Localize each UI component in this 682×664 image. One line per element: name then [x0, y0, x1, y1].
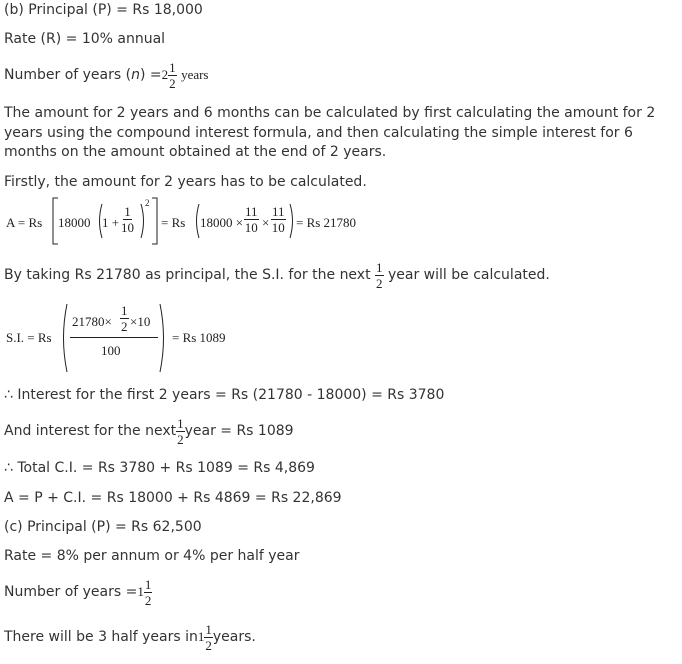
eq1-principal-2: 18000 × — [200, 215, 244, 230]
half-years-post: years. — [212, 629, 256, 645]
eq1-a-den: 10 — [244, 220, 258, 235]
interest-half-num: 1 — [177, 415, 184, 431]
years-b-whole: 2 — [161, 67, 169, 82]
years-c-num: 1 — [144, 576, 152, 592]
eq1-fraction-b — [271, 205, 286, 234]
years-c-den: 2 — [144, 592, 152, 608]
years-b — [4, 58, 209, 92]
eq1-b-den: 10 — [271, 220, 285, 235]
si-intro-den: 2 — [376, 275, 383, 291]
eq1-fnum: 1 — [124, 204, 131, 219]
years-b-fraction — [168, 61, 177, 90]
half-years-fraction — [204, 623, 213, 652]
eq1-lhs: A = Rs — [6, 215, 43, 230]
years-b-pre: Number of years ( — [4, 67, 132, 83]
years-c-fraction — [144, 578, 153, 607]
interest-half-den: 2 — [177, 431, 184, 447]
eq1-eq-rs: = Rs — [161, 215, 186, 230]
half-years-whole: 1 — [197, 629, 205, 644]
half-years — [4, 620, 256, 654]
years-b-den: 2 — [169, 75, 176, 91]
si-intro-pre: By taking Rs 21780 as principal, the S.I. for the next — [4, 267, 371, 283]
eq1-fraction-a — [244, 205, 259, 234]
si-intro-fraction — [375, 261, 384, 290]
years-b-num: 1 — [169, 59, 176, 75]
interest-first-2-years: ∴ Interest for the first 2 years = Rs (21780 - 18000) = Rs 3780 — [4, 387, 445, 403]
interest-half-post: year = Rs 1089 — [184, 423, 294, 439]
eq1-b-num: 11 — [272, 204, 285, 219]
eq1-principal: 18000 — [58, 215, 91, 230]
eq2-fden: 2 — [121, 319, 128, 334]
si-intro — [4, 258, 550, 292]
half-years-num: 1 — [205, 621, 212, 637]
explanation-paragraph: The amount for 2 years and 6 months can be calculated by first calculating the amount for 2 years using the compound interest formula, and then calculating the simple interest for 6 months on the amount obtained at the end of 2 years. — [4, 105, 656, 160]
eq1-fraction — [121, 205, 134, 234]
half-years-pre: There will be 3 half years in — [4, 629, 198, 645]
eq2-result: = Rs 1089 — [172, 330, 226, 345]
eq2-fnum: 1 — [121, 303, 128, 318]
amount-total: A = P + C.I. = Rs 18000 + Rs 4869 = Rs 22,869 — [4, 490, 342, 506]
eq2-fraction-bar — [70, 337, 158, 338]
eq2-den: 100 — [101, 343, 121, 358]
si-equation — [4, 302, 264, 374]
interest-half-year — [4, 414, 294, 448]
amount-equation — [4, 196, 384, 248]
eq2-fraction — [120, 304, 129, 333]
eq1-result: = Rs 21780 — [296, 215, 357, 230]
eq1-right-paren-2 — [289, 204, 295, 238]
years-b-n: n — [131, 67, 140, 83]
first-step: Firstly, the amount for 2 years has to be calculated. — [4, 174, 367, 190]
eq2-right-paren — [159, 304, 167, 372]
interest-half-pre: And interest for the next — [4, 423, 177, 439]
eq1-one-plus: 1 + — [102, 215, 120, 230]
eq1-fden: 10 — [121, 220, 134, 235]
eq1-times: × — [262, 215, 270, 230]
principal-b: (b) Principal (P) = Rs 18,000 — [4, 2, 203, 18]
eq2-lhs: S.I. = Rs — [6, 330, 52, 345]
eq1-right-bracket — [151, 198, 159, 244]
rate-c: Rate = 8% per annum or 4% per half year — [4, 548, 300, 564]
years-c-whole: 1 — [137, 584, 144, 599]
eq2-n1: 21780× — [72, 314, 112, 329]
rate-b: Rate (R) = 10% annual — [4, 31, 166, 47]
half-years-den: 2 — [205, 637, 212, 653]
total-ci: ∴ Total C.I. = Rs 3780 + Rs 1089 = Rs 4,869 — [4, 460, 315, 476]
years-c-pre: Number of years = — [4, 584, 138, 600]
principal-c: (c) Principal (P) = Rs 62,500 — [4, 519, 202, 535]
si-intro-num: 1 — [376, 259, 383, 275]
eq2-n2: ×10 — [130, 314, 151, 329]
years-b-post: ) = — [139, 67, 162, 83]
years-b-unit: years — [181, 67, 209, 82]
years-c — [4, 575, 152, 609]
si-intro-post: year will be calculated. — [387, 267, 550, 283]
eq1-right-paren — [140, 204, 146, 238]
eq1-a-num: 11 — [245, 204, 258, 219]
eq1-exponent: 2 — [145, 198, 150, 208]
interest-half-fraction — [176, 417, 185, 446]
eq2-left-paren — [60, 304, 68, 372]
